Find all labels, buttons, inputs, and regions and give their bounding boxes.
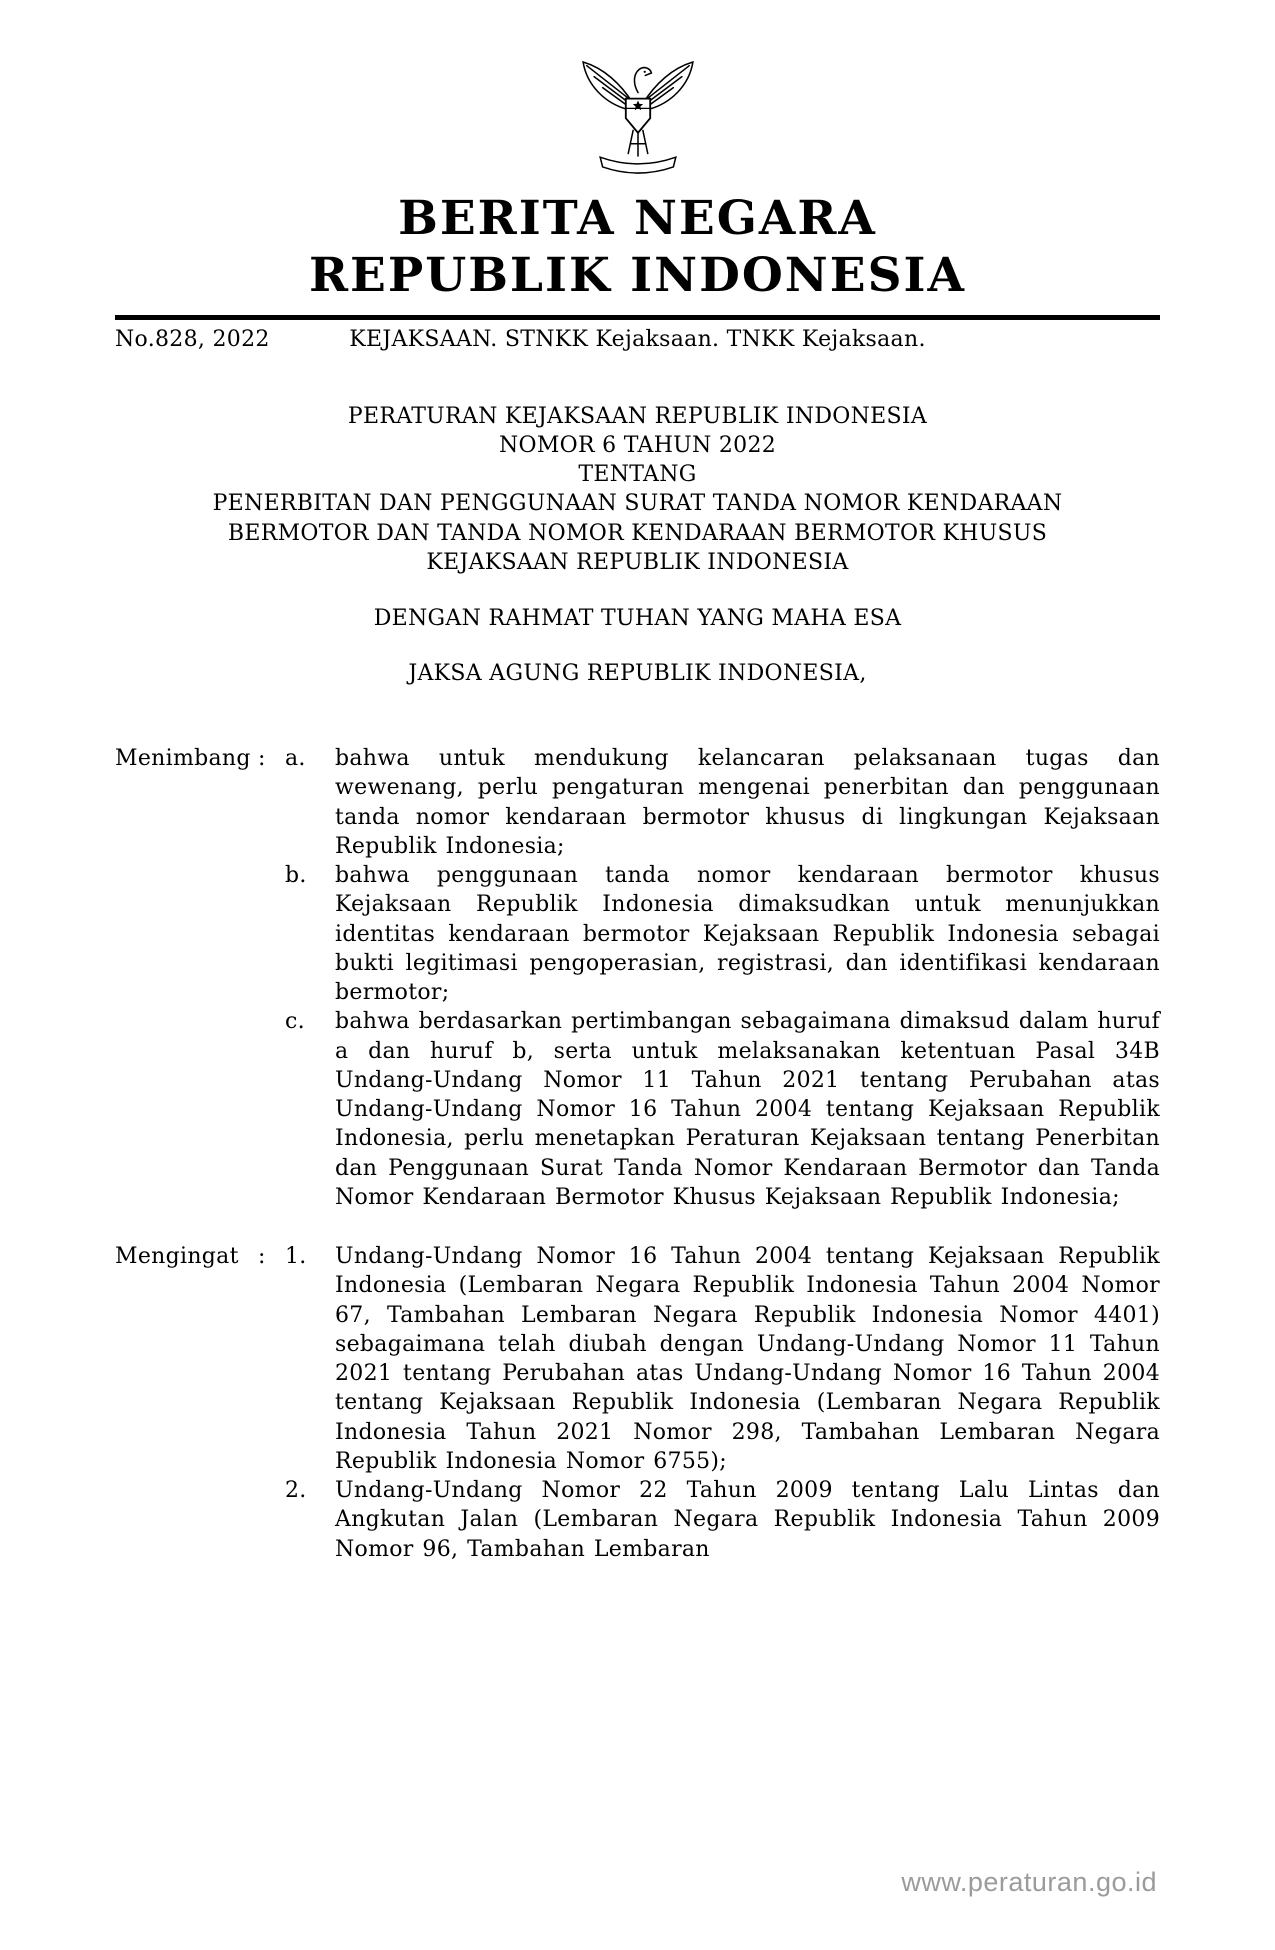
clause-row [115, 1242, 1160, 1476]
subject-line: KEJAKSAAN. STNKK Kejaksaan. TNKK Kejaksaan. [349, 326, 926, 352]
item-marker: b. [285, 863, 307, 889]
item-marker: c. [285, 1009, 305, 1035]
section-label: Menimbang [115, 746, 251, 772]
section-mengingat [115, 1242, 1160, 1564]
doc-title-line: TENTANG [578, 462, 697, 488]
invocation-line: DENGAN RAHMAT TUHAN YANG MAHA ESA [373, 606, 902, 632]
item-text: bahwa penggunaan tanda nomor kendaraan bermotor khusus Kejaksaan Republik Indonesia dimaksudkan untuk menunjukkan identitas kendaraan bermotor Kejaksaan Republik Indonesia sebagai bukti legitimasi pengoperasian, registrasi, dan identifikasi kendaraan bermotor; [335, 863, 1160, 1006]
clause-row [115, 1476, 1160, 1564]
clause-row [115, 861, 1160, 1007]
item-marker: 1. [285, 1244, 307, 1270]
item-text: Undang-Undang Nomor 22 Tahun 2009 tentang Lalu Lintas dan Angkutan Jalan (Lembaran Negara Republik Indonesia Tahun 2009 Nomor 96, Tambahan Lembaran [335, 1478, 1160, 1562]
clauses [115, 744, 1160, 1564]
gazette-title-line1: BERITA NEGARA [398, 191, 877, 246]
item-text: bahwa berdasarkan pertimbangan sebagaimana dimaksud dalam huruf a dan huruf b, serta untuk melaksanakan ketentuan Pasal 34B Undang-Undang Nomor 11 Tahun 2021 tentang Perubahan atas Undang-Undang Nomor 16 Tahun 2004 tentang Kejaksaan Republik Indonesia, perlu menetapkan Peraturan Kejaksaan tentang Penerbitan dan Penggunaan Surat Tanda Nomor Kendaraan Bermotor dan Tanda Nomor Kendaraan Bermotor Khusus Kejaksaan Republik Indonesia; [335, 1009, 1160, 1210]
doc-title-line: PERATURAN KEJAKSAAN REPUBLIK INDONESIA [347, 403, 928, 429]
doc-title-line: NOMOR 6 TAHUN 2022 [498, 432, 777, 458]
section-label: Mengingat [115, 1244, 239, 1270]
section-separator: : [258, 1244, 266, 1270]
doc-title-line: BERMOTOR DAN TANDA NOMOR KENDARAAN BERMOTOR KHUSUS [227, 520, 1048, 546]
authority-line: JAKSA AGUNG REPUBLIK INDONESIA, [408, 661, 867, 687]
gazette-title-line2: REPUBLIK INDONESIA [308, 248, 966, 304]
section-separator: : [258, 746, 266, 772]
issue-number: No.828, 2022 [115, 326, 270, 352]
garuda-emblem-icon [577, 40, 699, 178]
gazette-title [115, 190, 1160, 305]
item-text: bahwa untuk mendukung kelancaran pelaksanaan tugas dan wewenang, perlu pengaturan mengenai penerbitan dan penggunaan tanda nomor kendaraan bermotor khusus di lingkungan Kejaksaan Republik Indonesia; [335, 746, 1160, 859]
item-marker: 2. [285, 1478, 307, 1504]
section-menimbang [115, 744, 1160, 1212]
doc-title-line: PENERBITAN DAN PENGGUNAAN SURAT TANDA NOMOR KENDARAAN [212, 491, 1063, 517]
watermark: www.peraturan.go.id [901, 1867, 1157, 1897]
clause-row [115, 1007, 1160, 1212]
item-text: Undang-Undang Nomor 16 Tahun 2004 tentang Kejaksaan Republik Indonesia (Lembaran Negara Republik Indonesia Tahun 2004 Nomor 67, Tambahan Lembaran Negara Republik Indonesia Nomor 4401) sebagaimana telah diubah dengan Undang-Undang Nomor 11 Tahun 2021 tentang Perubahan atas Undang-Undang Nomor 16 Tahun 2004 tentang Kejaksaan Republik Indonesia (Lembaran Negara Republik Indonesia Tahun 2021 Nomor 298, Tambahan Lembaran Negara Republik Indonesia Nomor 6755); [335, 1244, 1160, 1474]
item-marker: a. [285, 746, 306, 772]
doc-title-line: KEJAKSAAN REPUBLIK INDONESIA [426, 549, 849, 575]
document-title [115, 402, 1160, 578]
clause-row [115, 744, 1160, 861]
emblem-wrap [115, 40, 1160, 182]
meta-row [115, 320, 1160, 352]
